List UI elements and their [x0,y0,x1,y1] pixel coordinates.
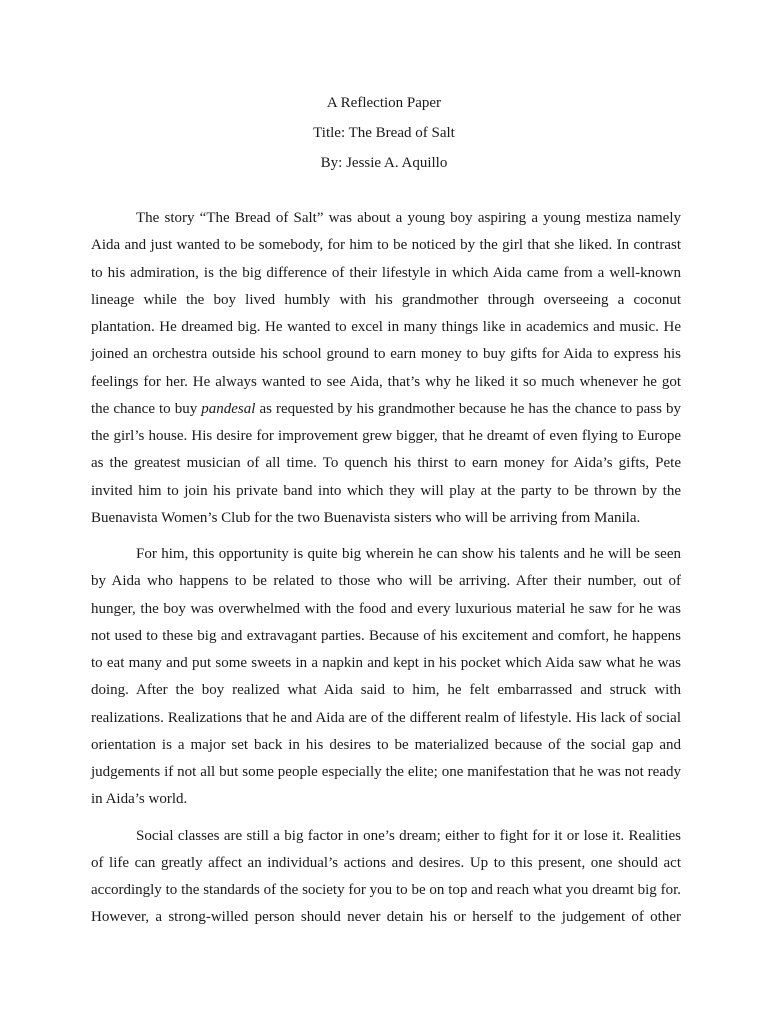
paragraph-1-text-b: as requested by his grandmother because he has the chance to pass by the girl’s house. His desire for improvement grew bigger, that he dreamt of even flying to Europe as the greatest musician of all time. To quench his thirst to earn money for Aida’s gifts, Pete invited him to join his private band into which they will play at the party to be thrown by the Buenavista Women’s Club for the two Buenavista sisters who will be arriving from Manila. [91,400,681,526]
document-body [91,205,681,932]
paragraph-1-text-a: The story “The Bread of Salt” was about a young boy aspiring a young mestiza namely Aida and just wanted to be somebody, for him to be noticed by the girl that she liked. In contrast to his admiration, is the big difference of their lifestyle in which Aida came from a well-known lineage while the boy lived humbly with his grandmother through overseeing a coconut plantation. He dreamed big. He wanted to excel in many things like in academics and music. He joined an orchestra outside his school ground to earn money to buy gifts for Aida to express his feelings for her. He always wanted to see Aida, that’s why he liked it so much whenever he got the chance to buy [91,210,681,417]
paragraph-1-italic-word: pandesal [201,400,256,417]
paragraph-3: Social classes are still a big factor in one’s dream; either to fight for it or lose it. Realities of life can greatly affect an individual’s actions and desires. Up to this present, one should act accordingly to the standards of the society for you to be on top and reach what you dreamt big for. However, a strong-willed person should never detain his or herself to the judgement of other [91,827,681,926]
paragraph-1 [91,205,681,532]
paragraph-2: For him, this opportunity is quite big wherein he can show his talents and he will be seen by Aida who happens to be related to those who will be arriving. After their number, out of hunger, the boy was overwhelmed with the food and every luxurious material he saw for he was not used to these big and extravagant parties. Because of his excitement and comfort, he happens to eat many and put some sweets in a napkin and kept in his pocket which Aida saw what he was doing. After the boy realized what Aida said to him, he felt embarrassed and struck with realizations. Realizations that he and Aida are of the different realm of lifestyle. His lack of social orientation is a major set back in his desires to be materialized because of the social gap and judgements if not all but some people especially the elite; one manifestation that he was not ready in Aida’s world. [91,546,681,808]
document-type-heading: A Reflection Paper [326,95,442,111]
document-author: By: Jessie A. Aquillo [320,155,448,171]
document-title: Title: The Bread of Salt [313,125,455,141]
